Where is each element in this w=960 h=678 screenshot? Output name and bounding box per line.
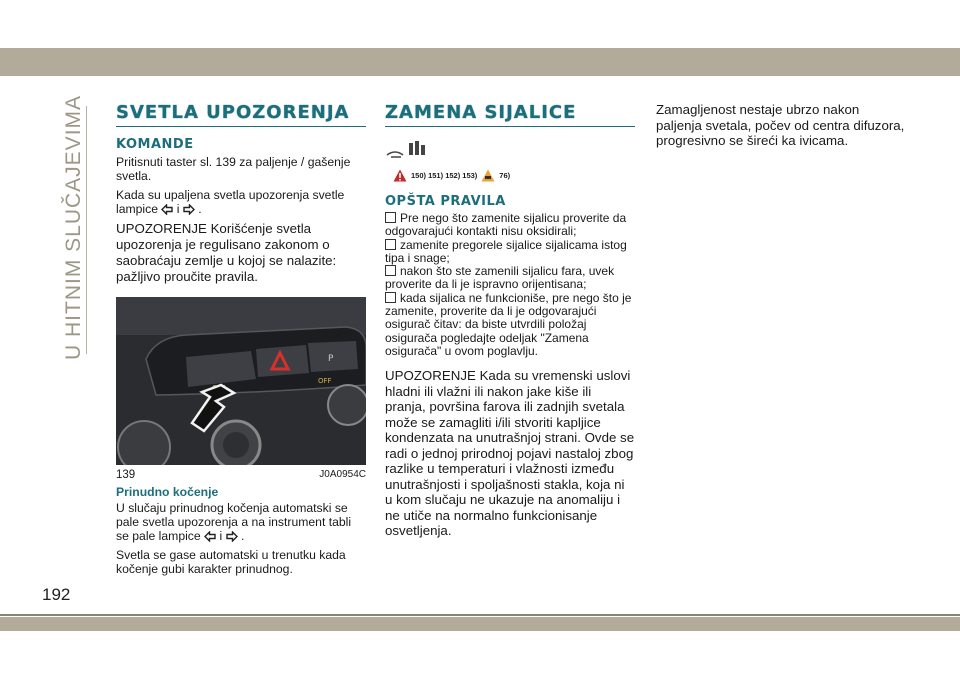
section-title: SVETLA UPOZORENJA	[116, 102, 366, 127]
bulb-replacement-icon	[385, 139, 431, 161]
column-2	[385, 102, 635, 544]
caution-references: 76)	[499, 171, 511, 180]
turn-left-lamp-icon	[161, 204, 173, 215]
hazard-button-photo	[116, 297, 366, 465]
figure-code: J0A0954C	[319, 469, 366, 480]
warning-text: UPOZORENJE Kada su vremenski uslovi hladni ili vlažni ili nakon jake kiše ili pranja, površina farova ili zadnjih svetala može se zamagliti i/ili stvoriti kapljice kondenzata na unutrašnjoj strani. Ovde se radi o jednoj prirodnoj pojavi nastaloj zbog razlike u temperaturi i vlažnosti između unutrašnjosti i spoljašnosti stakla, koja ni u kom slučaju ne ukazuje na anomaliju i ne utiče na normalno funkcionisanje osvetljenja.	[385, 368, 635, 539]
turn-left-lamp-icon	[204, 531, 216, 542]
checkbox-icon	[385, 265, 396, 276]
list-item: Pre nego što zamenite sijalicu proverite da odgovarajući kontakti nisu oksidirali;	[385, 211, 627, 239]
svg-text:OFF: OFF	[318, 377, 332, 385]
section-title: ZAMENA SIJALICE	[385, 102, 635, 127]
paragraph: Pritisnuti taster sl. 139 za paljenje / gašenje svetla.	[116, 155, 351, 183]
checkbox-icon	[385, 292, 396, 303]
section-subtitle: OPŠTA PRAVILA	[385, 194, 506, 209]
paragraph: Kada su upaljena svetla upozorenja svetle lampice i .	[116, 188, 345, 216]
figure-number: 139	[116, 469, 136, 481]
top-band	[0, 48, 960, 76]
side-divider	[86, 106, 87, 354]
column-3	[656, 102, 906, 154]
subsection-heading: Prinudno kočenje	[116, 485, 219, 499]
bottom-rule	[0, 614, 960, 616]
dashboard-photo-icon	[116, 297, 366, 465]
references-row	[393, 169, 635, 182]
turn-right-lamp-icon	[183, 204, 195, 215]
section-subtitle: KOMANDE	[116, 137, 194, 152]
checkbox-icon	[385, 239, 396, 250]
svg-text:P: P	[328, 354, 334, 364]
paragraph: Zamagljenost nestaje ubrzo nakon paljenja svetala, počev od centra difuzora, progresivno se šireći ka ivicama.	[656, 102, 905, 148]
column-1	[116, 102, 366, 581]
turn-right-lamp-icon	[226, 531, 238, 542]
danger-warning-icon	[393, 169, 407, 182]
figure-caption	[116, 469, 366, 481]
list-item: nakon što ste zamenili sijalicu fara, uvek proverite da li je ispravno orijentisana;	[385, 264, 615, 292]
caution-warning-icon	[481, 169, 495, 182]
list-item: zamenite pregorele sijalice sijalicama istog tipa i snage;	[385, 237, 627, 265]
bottom-band	[0, 617, 960, 631]
danger-references: 150) 151) 152) 153)	[411, 171, 478, 180]
warning-text: UPOZORENJE Korišćenje svetla upozorenja je regulisano zakonom o saobraćaju zemlje u kojoj se nalazite: pažljivo proučite pravila.	[116, 221, 337, 284]
chapter-side-title: U HITNIM SLUČAJEVIMA	[62, 94, 85, 360]
paragraph: Svetla se gase automatski u trenutku kada kočenje gubi karakter prinudnog.	[116, 548, 346, 576]
checkbox-icon	[385, 212, 396, 223]
bulb-icons	[385, 139, 635, 161]
list-item: kada sijalica ne funkcioniše, pre nego što je zamenite, proverite da li je odgovarajući osigurač čitav: da biste utvrdili položaj osigurača pogledajte odeljak "Zamena osigurača" u ovom poglavlju.	[385, 290, 632, 358]
page-number: 192	[42, 585, 71, 604]
paragraph: U slučaju prinudnog kočenja automatski se pale svetla upozorenja a na instrument tabli se pale lampice i .	[116, 501, 352, 543]
